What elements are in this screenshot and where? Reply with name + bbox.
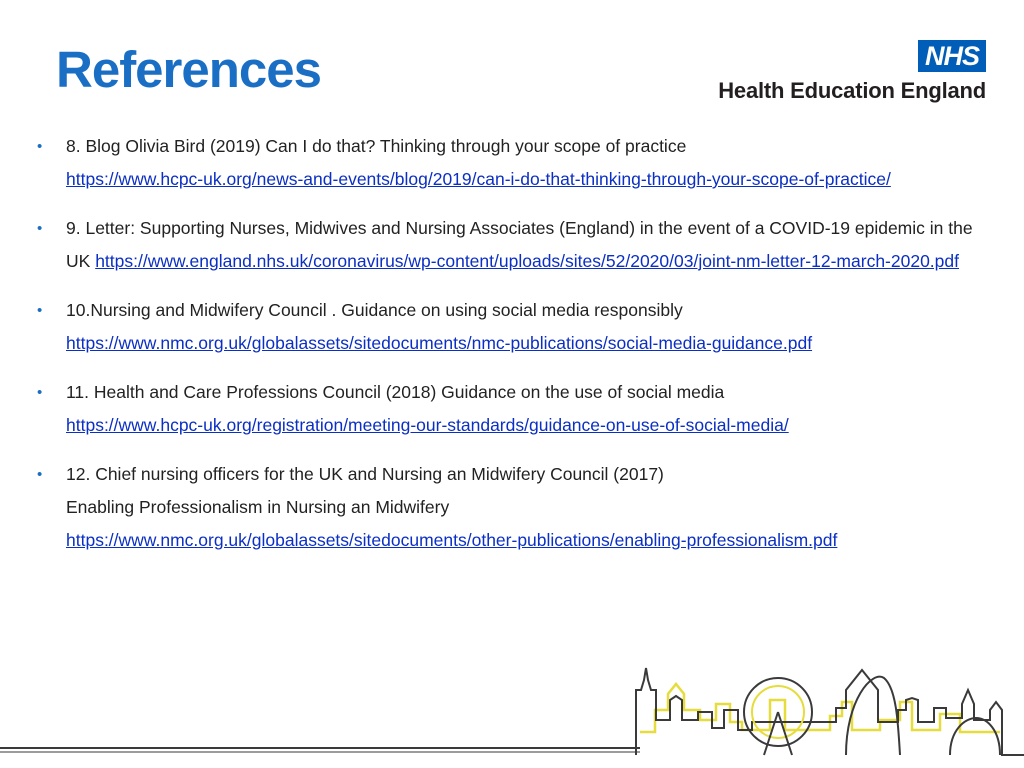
reference-text: 12. Chief nursing officers for the UK and Nursing an Midwifery Council (2017) — [66, 464, 664, 484]
reference-link[interactable]: https://www.nmc.org.uk/globalassets/sitedocuments/other-publications/enabling-professionalism.pdf — [66, 530, 838, 550]
reference-text: 11. Health and Care Professions Council (2018) Guidance on the use of social media — [66, 382, 725, 402]
reference-link[interactable]: https://www.hcpc-uk.org/registration/meeting-our-standards/guidance-on-use-of-social-media/ — [66, 415, 789, 435]
london-skyline-illustration — [0, 660, 1024, 768]
reference-item-8 — [0, 130, 1024, 196]
reference-item-10 — [0, 294, 1024, 360]
bullet-icon: • — [37, 384, 43, 401]
reference-item-11 — [0, 376, 1024, 442]
bullet-icon: • — [37, 220, 43, 237]
organisation-name: Health Education England — [718, 78, 986, 103]
reference-item-9 — [0, 212, 1024, 278]
bullet-icon: • — [37, 138, 43, 155]
st-pauls-dome — [950, 718, 1000, 755]
gherkin — [846, 677, 900, 755]
reference-link[interactable]: https://www.hcpc-uk.org/news-and-events/blog/2019/can-i-do-that-thinking-through-your-scope-of-practice/ — [66, 169, 891, 189]
reference-text-subtitle: Enabling Professionalism in Nursing an Midwifery — [66, 497, 450, 517]
nhs-badge: NHS — [918, 40, 986, 72]
page-title: References — [56, 41, 321, 98]
nhs-hee-logo — [696, 40, 986, 108]
reference-list — [0, 130, 1024, 573]
reference-text: 8. Blog Olivia Bird (2019) Can I do that? Thinking through your scope of practice — [66, 136, 687, 156]
reference-text: 10.Nursing and Midwifery Council . Guidance on using social media responsibly — [66, 300, 683, 320]
skyline-outline — [636, 668, 1024, 755]
bullet-icon: • — [37, 302, 43, 319]
bullet-icon: • — [37, 466, 43, 483]
reference-link[interactable]: https://www.england.nhs.uk/coronavirus/wp-content/uploads/sites/52/2020/03/joint-nm-letter-12-march-2020.pdf — [95, 251, 959, 271]
reference-text: 9. Letter: Supporting Nurses, Midwives and Nursing Associates (England) in the event of a COVID-19 epidemic in the UK — [66, 218, 973, 271]
reference-link[interactable]: https://www.nmc.org.uk/globalassets/sitedocuments/nmc-publications/social-media-guidance.pdf — [66, 333, 813, 353]
reference-item-12 — [0, 458, 1024, 557]
